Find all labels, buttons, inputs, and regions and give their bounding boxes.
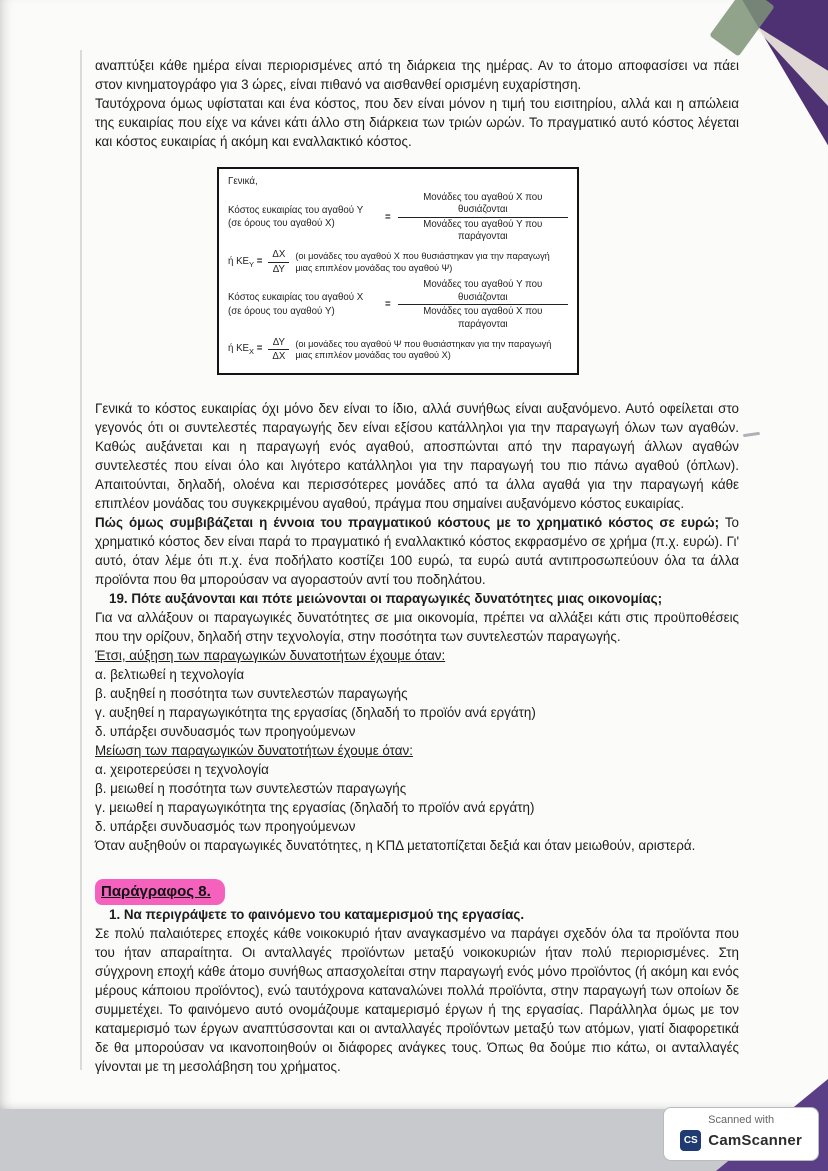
page-edge-shadow [80, 50, 82, 1070]
section-8-question-1: 1. Να περιγράψετε το φαινόμενο του καταμερισμού της εργασίας. [109, 906, 525, 922]
formula-row-ke-y [228, 192, 568, 244]
formula-row-ke-x [228, 279, 568, 331]
equals-sign: = [385, 211, 391, 223]
paragraph-opportunity-intro: αναπτύξει κάθε ημέρα είναι περιορισμένες από τη διάρκεια της ημέρας. Αν το άτομο αποφασίσει να πάει στον κινηματογράφο για 3 ώρες, είναι πιθανό να αισθανθεί ορισμένη ευχαρίστηση. [95, 58, 739, 92]
fraction-numerator: ΔΧ [272, 249, 286, 261]
formula-ke-x-label: Κόστος ευκαιρίας του αγαθού X [228, 292, 364, 304]
fraction-numerator: Μονάδες του αγαθού Y που θυσιάζονται [423, 279, 543, 303]
paragraph-increasing-opportunity-cost: Γενικά το κόστος ευκαιρίας όχι μόνο δεν είναι το ίδιο, αλλά συνήθως είναι αυξανόμενο. Αυτό οφείλεται στο γεγονός ότι οι συντελεστές παραγωγής δεν είναι εξίσου κατάλληλοι για την παραγωγή όλων των αγαθών. Καθώς αυξάνεται και η παραγωγή ενός αγαθού, αποσπώνται από την παραγωγή άλλων αγαθών συντελεστές που είναι όλο και λιγότερο κατάλληλοι για την παραγωγή του πιο πάνω αγαθού (όπλων). Απαιτούνται, δηλαδή, ολοένα και περισσότερες μονάδες από τα άλλα αγαθά για την παραγωγή κάθε επιπλέον μονάδας του συγκεκριμένου αγαθού, πράγμα που σημαίνει αυξανόμενο κόστος ευκαιρίας. [95, 400, 739, 511]
inline-answer: Το χρηματικό κόστος δεν είναι παρά το πραγματικό ή εναλλακτικό κόστος εκφρασμένο σε χρήμα (π.χ. ευρώ). Γι' αυτό, όταν λέμε ότι π.χ. ένα ποδήλατο κοστίζει 100 ευρώ, τα ευρώ αυτά αντιπροσωπεύουν όλα τα άλλα προϊόντα που θα μπορούσαν να αγοραστούν αντί του ποδηλάτου. [95, 514, 739, 587]
ke-y-delta-fraction [268, 249, 289, 276]
fraction-numerator: Μονάδες του αγαθού X που θυσιάζονται [423, 191, 543, 216]
formula-ke-y-label: Κόστος ευκαιρίας του αγαθού Y [228, 204, 364, 216]
fraction-denominator: Μονάδες του αγαθού X που παράγονται [398, 304, 568, 331]
section-8-heading: Παράγραφος 8. [95, 879, 225, 905]
list-item: γ. αυξηθεί η παραγωγικότητα της εργασίας (δηλαδή το προϊόν ανά εργάτη) [95, 704, 536, 720]
question-19-intro: Για να αλλάξουν οι παραγωγικές δυνατότητες σε μια οικονομία, πρέπει να αλλάξει κάτι στις προϋποθέσεις που την ορίζουν, δηλαδή στην τεχνολογία, στην ποσότητα των συντελεστών παραγωγής. [95, 609, 739, 644]
question-19-heading: 19. Πότε αυξάνονται και πότε μειώνονται οι παραγωγικές δυνατότητες μιας οικονομίας; [109, 590, 663, 606]
document-content [95, 56, 739, 1076]
ke-y-note: (οι μονάδες του αγαθού X που θυσιάστηκαν για την παραγωγή μιας επιπλέον μονάδας του αγαθού Ψ) [295, 251, 550, 273]
question-19-closing: Όταν αυξηθούν οι παραγωγικές δυνατότητες, η ΚΠΔ μετατοπίζεται δεξιά και όταν μειωθούν, αριστερά. [95, 837, 696, 853]
formula-ke-x-terms: (σε όρους του αγαθού Y) [228, 305, 335, 317]
formula-ke-y-terms: (σε όρους του αγαθού X) [228, 218, 335, 230]
fraction-denominator: ΔΧ [268, 349, 289, 364]
list-item: α. βελτιωθεί η τεχνολογία [95, 666, 245, 682]
list-item: δ. υπάρξει συνδυασμός των προηγούμενων [95, 723, 356, 739]
ke-x-delta-fraction [268, 337, 289, 364]
decrease-conditions-heading: Μείωση των παραγωγικών δυνατοτήτων έχουμε όταν: [95, 742, 413, 758]
paragraph-opportunity-cost: Ταυτόχρονα όμως υφίσταται και ένα κόστος, που δεν είναι μόνον η τιμή του εισιτηρίου, αλλά και η απώλεια της ευκαιρίας που είχε να κάνει κάτι άλλο στη διάρκεια των τριών ωρών. Το πραγματικό αυτό κόστος λέγεται και κόστος ευκαιρίας ή ακόμη και εναλλακτικό κόστος. [95, 96, 739, 149]
list-item: α. χειροτερεύσει η τεχνολογία [95, 761, 269, 777]
section-8-heading-wrap [95, 879, 739, 905]
fraction-denominator: Μονάδες του αγαθού Y που παράγονται [398, 217, 568, 244]
formula-box [217, 167, 579, 375]
formula-ke-x-symbolic [228, 337, 568, 364]
fraction-numerator: ΔΥ [272, 336, 285, 348]
formula-ke-y-fraction [398, 192, 568, 244]
paragraph-real-vs-money-cost [95, 513, 739, 589]
ke-y-symbol: ή $KE_Y$ = [228, 255, 263, 269]
fraction-denominator: ΔΥ [268, 262, 289, 277]
camscanner-badge [663, 1107, 819, 1161]
inline-question: Πώς όμως συμβιβάζεται η έννοια του πραγματικού κόστους με το χρηματικό κόστος σε ευρώ; [95, 514, 720, 530]
ke-x-note: (οι μονάδες του αγαθού Ψ που θυσιάστηκαν για την παραγωγή μιας επιπλέον μονάδας του αγαθού X) [295, 338, 552, 361]
list-item: β. μειωθεί η ποσότητα των συντελεστών παραγωγής [95, 780, 407, 796]
paragraph-division-of-labor: Σε πολύ παλαιότερες εποχές κάθε νοικοκυριό ήταν αναγκασμένο να παράγει σχεδόν όλα τα προϊόντα που του ήταν απαραίτητα. Οι ανταλλαγές προϊόντων μεταξύ νοικοκυριών ήταν πολύ περιορισμένες. Στη σύγχρονη εποχή κάθε άτομο συνήθως απασχολείται στην παραγωγή ενός μόνο προϊόντος (ή ακόμη και ενός μέρους κάποιου προϊόντος), ενώ ταυτόχρονα καταναλώνει πολλά προϊόντα, στην παραγωγή των οποίων δε συμμετέχει. Το φαινόμενο αυτό ονομάζουμε καταμερισμό έργων ή της εργασίας. Παράλληλα όμως με τον καταμερισμό των έργων αναπτύσσονται και οι ανταλλαγές προϊόντων μεταξύ των ατόμων, γιατί διαφορετικά δε θα μπορούσαν να ικανοποιηθούν οι διάφορες ανάγκες τους. Όπως θα δούμε πιο κάτω, οι ανταλλαγές γίνονται με τη μεσολάβηση του χρήματος. [95, 925, 739, 1074]
camscanner-app-name: CamScanner [708, 1132, 802, 1149]
formula-ke-y-symbolic [228, 249, 568, 276]
increase-conditions-heading: Έτσι, αύξηση των παραγωγικών δυνατοτήτων έχουμε όταν: [95, 647, 446, 663]
list-item: β. αυξηθεί η ποσότητα των συντελεστών παραγωγής [95, 685, 408, 701]
formula-ke-x-fraction [398, 279, 568, 331]
equals-sign: = [385, 299, 391, 311]
ke-x-symbol: ή $KE_X$ = [228, 343, 263, 357]
list-item: δ. υπάρξει συνδυασμός των προηγούμενων [95, 818, 356, 834]
list-item: γ. μειωθεί η παραγωγικότητα της εργασίας (δηλαδή το προϊόν ανά εργάτη) [95, 799, 535, 815]
camscanner-logo-icon: CS [680, 1130, 701, 1151]
formula-intro: Γενικά, [228, 176, 258, 187]
scanned-with-label: Scanned with [708, 1114, 775, 1126]
